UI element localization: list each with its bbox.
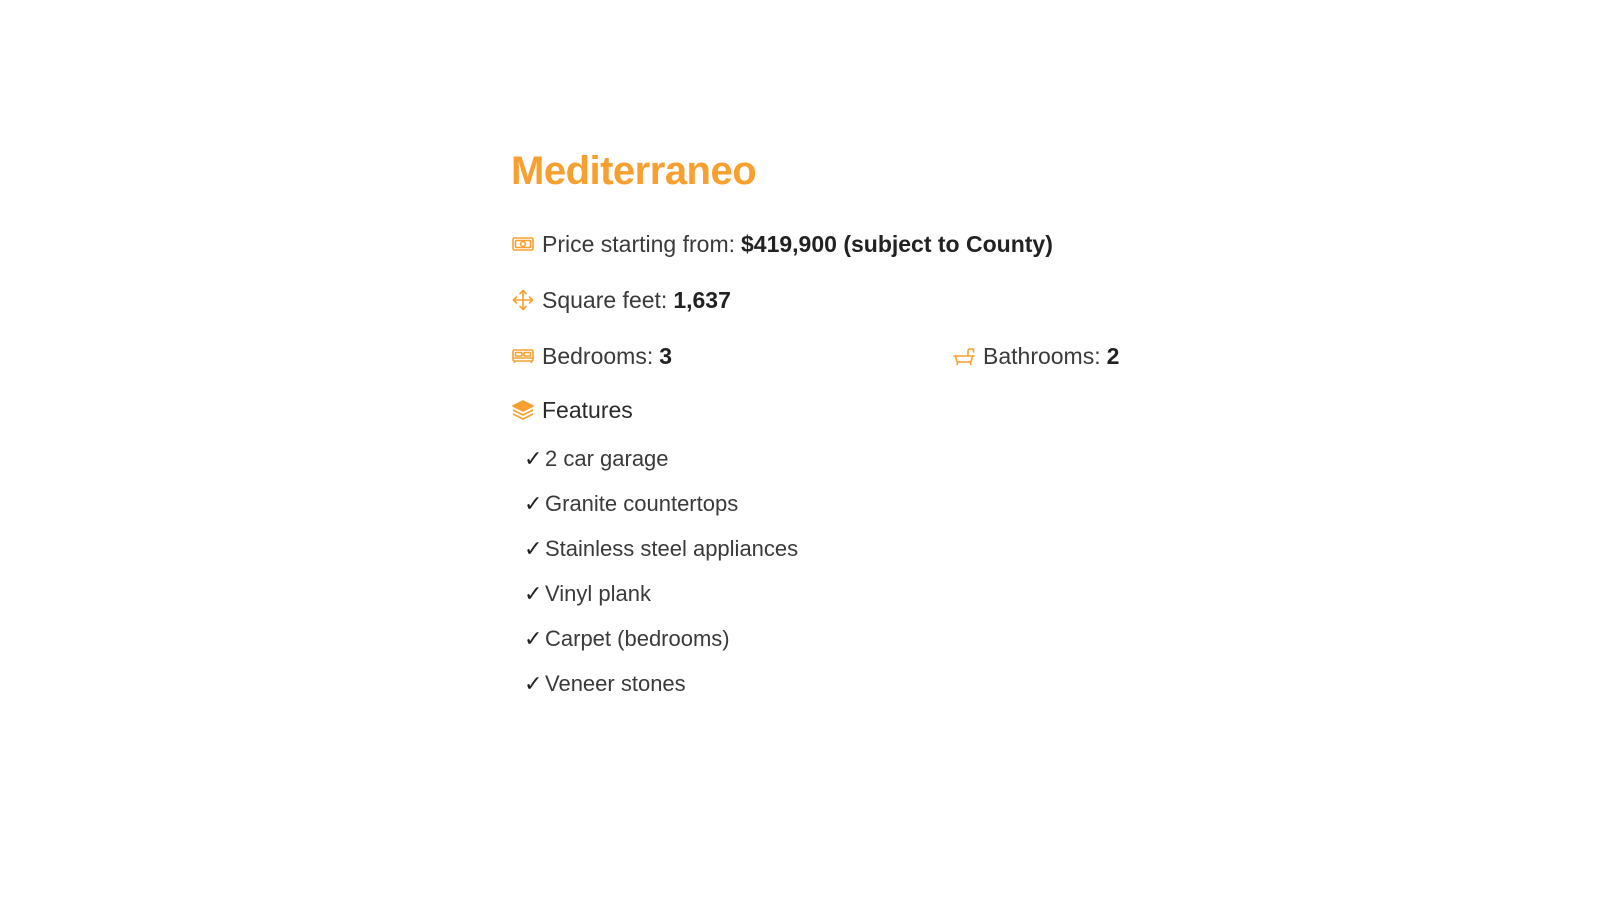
- money-bill-icon: [511, 232, 535, 256]
- checkmark-icon: ✓: [524, 445, 543, 471]
- feature-item: [524, 481, 1151, 526]
- features-heading: [511, 384, 1151, 436]
- feature-item-label: 2 car garage: [545, 445, 669, 471]
- square-feet-label: Square feet:: [542, 286, 668, 313]
- bathrooms-item: [952, 343, 1119, 370]
- features-heading-label: Features: [542, 396, 633, 423]
- feature-item-label: Veneer stones: [545, 670, 686, 696]
- square-feet-row: [511, 272, 1151, 328]
- bedrooms-label: Bedrooms:: [542, 342, 654, 369]
- checkmark-icon: ✓: [524, 670, 543, 696]
- listing-card: [511, 140, 1151, 706]
- listing-title: Mediterraneo: [511, 149, 757, 193]
- price-label: Price starting from:: [542, 230, 735, 257]
- arrows-move-icon: [511, 288, 535, 312]
- feature-item: [524, 616, 1151, 661]
- feature-item: [524, 661, 1151, 706]
- bathtub-icon: [952, 344, 976, 368]
- rooms-row: [511, 328, 1151, 384]
- bedrooms-value: 3: [659, 342, 673, 369]
- feature-item-label: Stainless steel appliances: [545, 535, 799, 561]
- bathrooms-label: Bathrooms:: [983, 342, 1101, 369]
- feature-item: [524, 526, 1151, 571]
- price-row: [511, 216, 1151, 272]
- checkmark-icon: ✓: [524, 625, 543, 651]
- feature-item-label: Vinyl plank: [545, 580, 651, 606]
- feature-item-label: Granite countertops: [545, 490, 739, 516]
- feature-item: [524, 571, 1151, 616]
- feature-item-label: Carpet (bedrooms): [545, 625, 730, 651]
- price-value: $419,900 (subject to County): [741, 230, 1053, 257]
- bathrooms-value: 2: [1106, 342, 1120, 369]
- checkmark-icon: ✓: [524, 490, 543, 516]
- feature-item: [524, 436, 1151, 481]
- feature-list: [511, 436, 1151, 706]
- checkmark-icon: ✓: [524, 580, 543, 606]
- bed-icon: [511, 344, 535, 368]
- checkmark-icon: ✓: [524, 535, 543, 561]
- square-feet-value: 1,637: [673, 286, 731, 313]
- layers-icon: [511, 398, 535, 422]
- bedrooms-item: [511, 343, 952, 370]
